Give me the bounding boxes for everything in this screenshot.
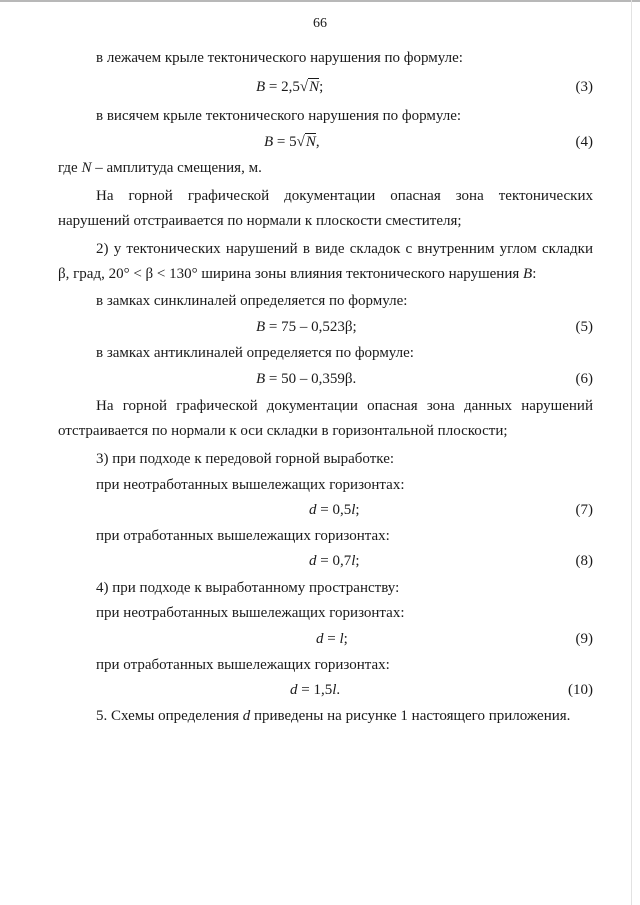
paragraph-unworked-2: при неотработанных вышележащих горизонтах: xyxy=(96,605,405,621)
formula-4-end: , xyxy=(315,134,320,150)
word: в xyxy=(302,241,310,257)
word: опасная xyxy=(390,188,441,204)
formula-9 xyxy=(316,631,348,648)
paragraph-worked-2: при отработанных вышележащих горизонтах: xyxy=(96,657,390,673)
word: опасная xyxy=(367,398,418,414)
formula-8-end: ; xyxy=(355,553,360,569)
paragraph-approach-mined: 4) при подходе к выработанному пространству: xyxy=(96,580,400,596)
formula-4-lhs: B xyxy=(264,134,274,150)
formula-7 xyxy=(309,502,360,519)
page-number: 66 xyxy=(313,16,327,31)
formula-8-mid: = 0,7 xyxy=(316,553,352,569)
equation-number-4: (4) xyxy=(575,134,593,150)
formula-8-var: l xyxy=(351,553,356,569)
paragraph-where-n xyxy=(58,160,262,177)
word: складок xyxy=(349,241,401,257)
formula-3-mid: = 2,5 xyxy=(265,79,300,95)
word: с xyxy=(405,241,413,257)
paragraph-folds-line1 xyxy=(96,241,593,258)
formula-4 xyxy=(264,134,320,151)
formula-10 xyxy=(290,682,340,699)
word: На xyxy=(96,188,114,204)
paragraph-worked-1: при отработанных вышележащих горизонтах: xyxy=(96,528,390,544)
variable-b: B xyxy=(523,266,533,282)
formula-7-var: l xyxy=(351,502,356,518)
word: горной xyxy=(128,188,173,204)
word: горной xyxy=(122,398,168,414)
word: нарушений xyxy=(225,241,298,257)
word: виде xyxy=(315,241,345,257)
text-span: – амплитуда смещения, м. xyxy=(91,160,262,176)
equation-number-8: (8) xyxy=(575,553,593,569)
text-span: приведены на рисунке 1 настоящего приложения. xyxy=(250,708,571,724)
text-span: где xyxy=(58,160,82,176)
formula-5 xyxy=(256,319,357,336)
word: графической xyxy=(187,188,270,204)
word: На xyxy=(96,398,114,414)
word: нарушений xyxy=(521,398,593,414)
formula-9-mid: = xyxy=(323,631,340,647)
formula-9-lhs: d xyxy=(316,631,324,647)
word: углом xyxy=(499,241,537,257)
word: внутренним xyxy=(417,241,495,257)
formula-4-mid: = 5 xyxy=(273,134,297,150)
sqrt-sign: √N xyxy=(299,79,320,95)
formula-3-lhs: B xyxy=(256,79,266,95)
formula-7-mid: = 0,5 xyxy=(316,502,352,518)
equation-number-6: (6) xyxy=(575,371,593,387)
equation-number-5: (5) xyxy=(575,319,593,335)
formula-9-end: ; xyxy=(343,631,348,647)
equation-number-10: (10) xyxy=(568,682,593,698)
formula-6-rhs: = 50 – 0,359β. xyxy=(265,371,357,387)
paragraph-fold-doc-line2: отстраивается по нормали к оси складки в горизонтальной плоскости; xyxy=(58,423,508,439)
word: складки xyxy=(541,241,593,257)
formula-10-var: l xyxy=(332,682,337,698)
paragraph-unworked-1: при неотработанных вышележащих горизонтах: xyxy=(96,477,405,493)
formula-5-rhs: = 75 – 0,523β; xyxy=(265,319,357,335)
paragraph-fold-doc-line1 xyxy=(96,398,593,415)
formula-10-end: . xyxy=(336,682,341,698)
formula-6 xyxy=(256,371,356,388)
top-border xyxy=(0,0,640,2)
sqrt-sign: √N xyxy=(296,134,316,150)
word: у xyxy=(113,241,122,257)
paragraph-schemes-reference xyxy=(96,708,570,725)
formula-10-mid: = 1,5 xyxy=(297,682,333,698)
word: зона xyxy=(426,398,455,414)
word: документации xyxy=(266,398,358,414)
formula-3 xyxy=(256,79,323,96)
formula-3-end: ; xyxy=(319,79,324,95)
formula-7-lhs: d xyxy=(309,502,317,518)
text-span: : xyxy=(532,266,537,282)
formula-9-var: l xyxy=(339,631,344,647)
equation-number-3: (3) xyxy=(575,79,593,95)
paragraph-anticlines: в замках антиклиналей определяется по формуле: xyxy=(96,345,414,361)
formula-6-lhs: B xyxy=(256,371,266,387)
text-span: 5. Схемы определения xyxy=(96,708,243,724)
equation-number-7: (7) xyxy=(575,502,593,518)
variable-n: N xyxy=(81,160,92,176)
paragraph-synclines: в замках синклиналей определяется по формуле: xyxy=(96,293,408,309)
word: графической xyxy=(176,398,258,414)
word: тектонических xyxy=(126,241,221,257)
formula-8 xyxy=(309,553,360,570)
equation-number-9: (9) xyxy=(575,631,593,647)
word: тектонических xyxy=(498,188,593,204)
formula-4-radicand: N xyxy=(305,134,316,150)
word: данных xyxy=(464,398,512,414)
paragraph-hanging-wall-intro: в лежачем крыле тектонического нарушения по формуле: xyxy=(96,50,463,66)
paragraph-tectonic-doc-line2: нарушений отстраивается по нормали к плоскости сместителя; xyxy=(58,213,462,229)
word: зона xyxy=(455,188,484,204)
formula-8-lhs: d xyxy=(309,553,317,569)
paragraph-footwall-intro: в висячем крыле тектонического нарушения по формуле: xyxy=(96,108,462,124)
page-edge xyxy=(631,0,632,905)
formula-3-radicand: N xyxy=(309,79,320,95)
paragraph-tectonic-doc-line1 xyxy=(96,188,593,205)
formula-5-lhs: B xyxy=(256,319,266,335)
variable-d: d xyxy=(242,708,251,724)
word: 2) xyxy=(96,241,109,257)
text-span: β, град, 20° < β < 130° ширина зоны влияния тектонического нарушения xyxy=(58,266,524,282)
word: документации xyxy=(284,188,376,204)
formula-10-lhs: d xyxy=(290,682,298,698)
formula-7-end: ; xyxy=(355,502,360,518)
paragraph-approach-front: 3) при подходе к передовой горной выработке: xyxy=(96,451,395,467)
paragraph-folds-line2 xyxy=(58,266,536,283)
